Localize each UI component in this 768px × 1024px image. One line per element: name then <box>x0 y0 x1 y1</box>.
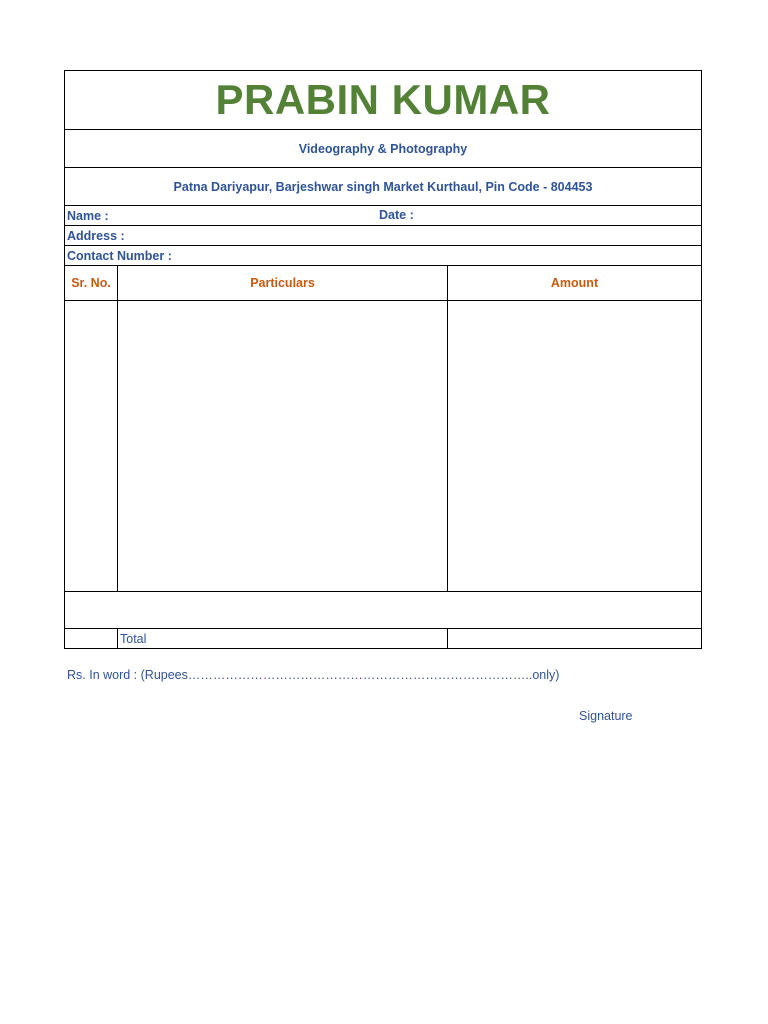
address-row[interactable] <box>65 226 702 246</box>
name-date-row[interactable] <box>65 206 702 226</box>
name-label: Name : <box>67 208 109 223</box>
total-amount-cell[interactable] <box>448 629 702 649</box>
bill-form <box>64 70 702 649</box>
contact-row[interactable] <box>65 246 702 266</box>
blank-row <box>65 592 702 629</box>
total-label: Total <box>118 629 448 649</box>
service-line: Videography & Photography <box>65 130 702 168</box>
column-header-amount: Amount <box>448 266 702 301</box>
title-row <box>65 71 702 130</box>
total-sr-cell <box>65 629 118 649</box>
business-address: Patna Dariyapur, Barjeshwar singh Market Kurthaul, Pin Code - 804453 <box>65 168 702 206</box>
contact-label: Contact Number : <box>67 248 172 263</box>
particulars-body-cell[interactable] <box>118 301 448 592</box>
column-header-sr-no: Sr. No. <box>65 266 118 301</box>
signature-label: Signature <box>579 709 633 723</box>
column-header-particulars: Particulars <box>118 266 448 301</box>
date-label: Date : <box>379 208 414 222</box>
business-name: PRABIN KUMAR <box>215 76 551 123</box>
rupees-in-word: Rs. In word : (Rupees………………………………………………………………………..only) <box>67 668 560 682</box>
sr-no-body-cell[interactable] <box>65 301 118 592</box>
amount-body-cell[interactable] <box>448 301 702 592</box>
address-label: Address : <box>67 228 125 243</box>
